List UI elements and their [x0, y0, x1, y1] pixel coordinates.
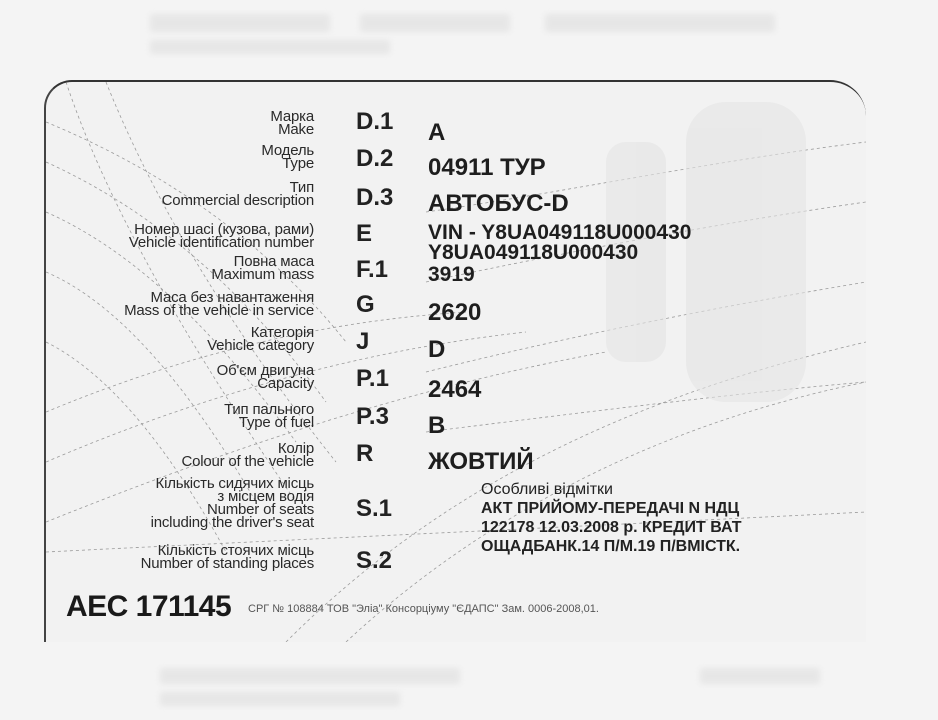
code-g: G	[356, 291, 375, 318]
label-colour: Колір Colour of the vehicle	[181, 440, 314, 470]
label-make: Марка Make	[270, 108, 314, 138]
label-vehicle-category: Категорія Vehicle category	[207, 324, 314, 354]
special-notes-line-2: 122178 12.03.2008 р. КРЕДИТ ВАТ	[481, 519, 742, 536]
special-notes-line-3: ОЩАДБАНК.14 П/М.19 П/ВМІСТК.	[481, 538, 741, 555]
value-type: 04911 ТУР	[428, 154, 546, 181]
value-vehicle-category: D	[428, 336, 446, 363]
code-d1: D.1	[356, 108, 394, 135]
code-s1: S.1	[356, 495, 393, 522]
value-type-of-fuel: B	[428, 412, 446, 439]
label-standing-places: Кількість стоячих місць Number of standing places	[140, 542, 314, 572]
bleed-through-top	[150, 14, 330, 32]
bleed-through-top-4	[150, 40, 390, 54]
code-e: E	[356, 220, 373, 247]
label-commercial-description: Тип Commercial description	[161, 179, 314, 209]
code-p3: P.3	[356, 403, 389, 430]
bleed-through-bottom	[160, 668, 460, 684]
value-make: A	[428, 119, 446, 146]
value-commercial-description: АВТОБУС-D	[428, 190, 569, 217]
printer-imprint: СРГ № 108884 ТОВ "Эліа" Консорціуму "ЄДАПС" Зам. 0006-2008,01.	[248, 603, 599, 615]
value-mass-in-service: 2620	[428, 299, 482, 326]
special-notes-heading: Особливі відмітки	[481, 481, 613, 498]
label-mass-in-service: Маса без навантаження Mass of the vehicle in service	[124, 289, 314, 319]
value-vin-second-line: Y8UA049118U000430	[428, 241, 639, 264]
code-p1: P.1	[356, 365, 389, 392]
value-capacity: 2464	[428, 376, 482, 403]
value-colour: ЖОВТИЙ	[428, 448, 534, 475]
registration-certificate-card	[44, 80, 866, 642]
code-s2: S.2	[356, 547, 393, 574]
label-capacity: Об'єм двигуна Capacity	[216, 362, 314, 392]
code-j: J	[356, 328, 370, 355]
code-d2: D.2	[356, 145, 394, 172]
form-serial-number: AEC 171145	[66, 590, 232, 623]
label-type-of-fuel: Тип пального Type of fuel	[224, 401, 314, 431]
label-number-of-seats: Кількість сидячих місць з місцем водія Number of seats including the driver's seat	[150, 475, 314, 531]
bleed-through-bottom-2	[160, 692, 400, 706]
bleed-through-top-3	[545, 14, 775, 32]
label-type: Модель Type	[261, 142, 314, 172]
label-maximum-mass: Повна маса Maximum mass	[211, 253, 314, 283]
value-vin: VIN - Y8UA049118U000430	[428, 221, 692, 244]
special-notes-line-1: АКТ ПРИЙОМУ-ПЕРЕДАЧІ N НДЦ	[481, 500, 740, 517]
bleed-through-top-2	[360, 14, 510, 32]
field-labels	[46, 82, 314, 642]
code-r: R	[356, 440, 374, 467]
code-f1: F.1	[356, 256, 389, 283]
special-notes	[481, 480, 742, 556]
label-vin: Номер шасі (кузова, рами) Vehicle identification number	[128, 221, 314, 251]
bleed-through-bottom-3	[700, 668, 820, 684]
value-maximum-mass: 3919	[428, 263, 475, 286]
code-d3: D.3	[356, 184, 394, 211]
